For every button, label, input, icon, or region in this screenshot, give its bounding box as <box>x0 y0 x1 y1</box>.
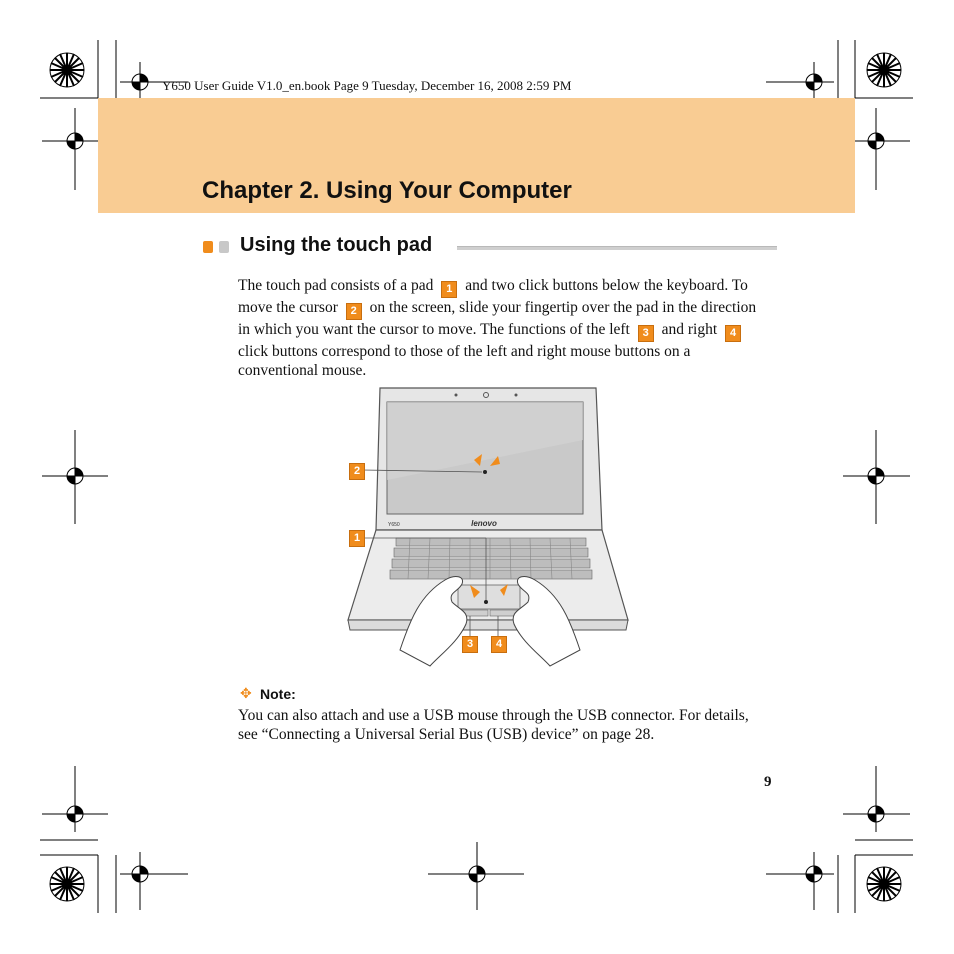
paragraph-text-2: and two click buttons below the keyboard. To move the cursor <box>238 277 748 316</box>
figure-callout-2: 2 <box>349 463 365 480</box>
figure-callout-4: 4 <box>491 636 507 653</box>
callout-badge-1: 1 <box>441 281 457 298</box>
callout-badge-4: 4 <box>725 325 741 342</box>
note-label: Note: <box>260 686 296 702</box>
laptop-touchpad-illustration <box>340 380 640 670</box>
model-label: Y650 <box>388 522 400 528</box>
callout-badge-3: 3 <box>638 325 654 342</box>
brand-logo: lenovo <box>471 519 497 528</box>
section-title: Using the touch pad <box>240 234 433 256</box>
figure-callout-1: 1 <box>349 530 365 547</box>
section-rule <box>457 246 777 250</box>
paragraph-text-4: and right <box>661 321 718 338</box>
chapter-title: Chapter 2. Using Your Computer <box>202 177 572 204</box>
section-bullet-icon <box>203 241 213 253</box>
callout-badge-2: 2 <box>346 303 362 320</box>
paragraph-text-5: click buttons correspond to those of the left and right mouse buttons on a conventional mouse. <box>238 343 691 379</box>
section-bullet-dim-icon <box>219 241 229 253</box>
figure-callout-3: 3 <box>462 636 478 653</box>
note-diamond-icon: ✥ <box>240 686 252 702</box>
note-text: You can also attach and use a USB mouse through the USB connector. For details, see “Connecting a Universal Serial Bus (USB) device” on page 28. <box>238 707 749 743</box>
page-number: 9 <box>764 774 772 790</box>
touchpad-paragraph <box>238 276 766 380</box>
paragraph-text-3: on the screen, slide your fingertip over the pad in the direction in which you want the cursor to move. The functions of the left <box>238 299 757 338</box>
paragraph-text-1: The touch pad consists of a pad <box>238 277 434 294</box>
book-header-info: Y650 User Guide V1.0_en.book Page 9 Tuesday, December 16, 2008 2:59 PM <box>162 78 572 93</box>
